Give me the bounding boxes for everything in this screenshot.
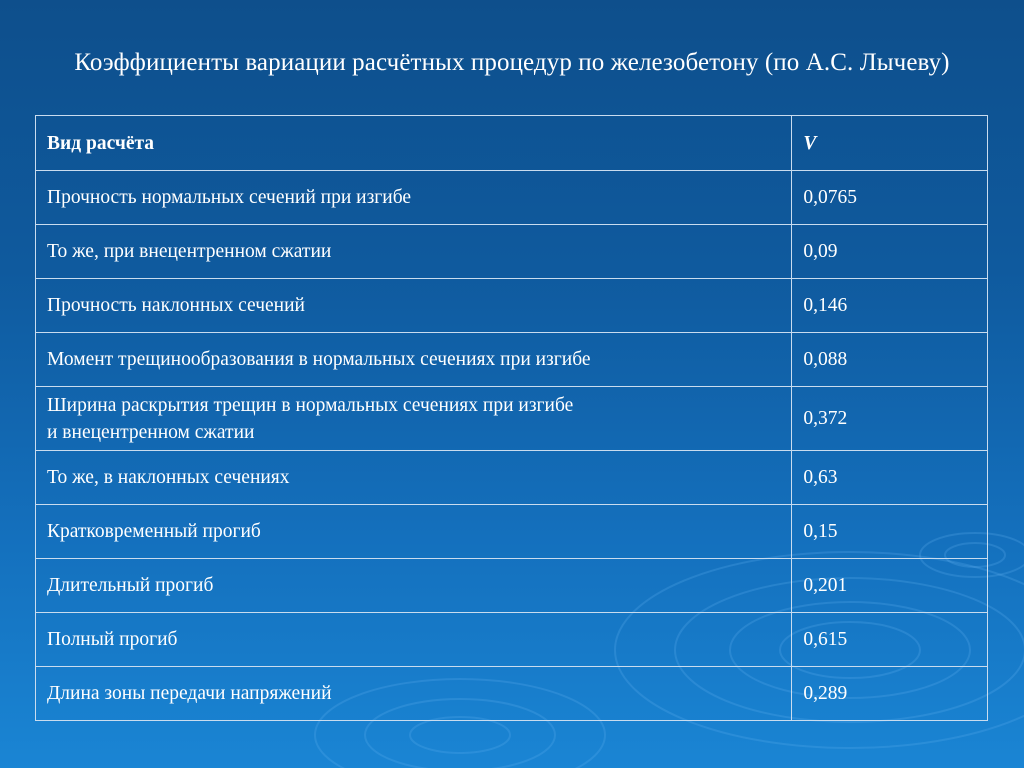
row-name: Полный прогиб: [36, 613, 792, 667]
row-name: Прочность нормальных сечений при изгибе: [36, 171, 792, 225]
row-value: 0,146: [792, 279, 988, 333]
table-row: [36, 333, 988, 387]
table-row: [36, 279, 988, 333]
table-row: [36, 559, 988, 613]
row-value: 0,615: [792, 613, 988, 667]
row-value: 0,201: [792, 559, 988, 613]
row-name: То же, при внецентренном сжатии: [36, 225, 792, 279]
row-value: 0,63: [792, 451, 988, 505]
v-symbol: V: [803, 132, 817, 154]
row-name: То же, в наклонных сечениях: [36, 451, 792, 505]
row-name: Прочность наклонных сечений: [36, 279, 792, 333]
header-calculation-type: Вид расчёта: [36, 116, 792, 171]
row-name-line2: и внецентренном сжатии: [47, 421, 255, 443]
row-value: 0,088: [792, 333, 988, 387]
row-name: Длина зоны передачи напряжений: [36, 667, 792, 721]
row-value: 0,0765: [792, 171, 988, 225]
table-row: [36, 171, 988, 225]
variation-coefficients-table: [35, 115, 988, 721]
table-row: [36, 387, 988, 451]
row-name: Момент трещинообразования в нормальных сечениях при изгибе: [36, 333, 792, 387]
table-row: [36, 505, 988, 559]
row-name-multiline: [36, 387, 792, 451]
row-name-line1: Ширина раскрытия трещин в нормальных сечениях при изгибе: [47, 394, 574, 416]
row-value: 0,372: [792, 387, 988, 451]
slide-title: Коэффициенты вариации расчётных процедур по железобетону (по А.С. Лычеву): [74, 49, 950, 76]
table-row: [36, 451, 988, 505]
table-row: [36, 225, 988, 279]
row-name: Кратковременный прогиб: [36, 505, 792, 559]
table-header-row: [36, 116, 988, 171]
row-value: 0,289: [792, 667, 988, 721]
row-name: Длительный прогиб: [36, 559, 792, 613]
table-row: [36, 613, 988, 667]
row-value: 0,15: [792, 505, 988, 559]
header-v: [792, 116, 988, 171]
table-row: [36, 667, 988, 721]
row-value: 0,09: [792, 225, 988, 279]
